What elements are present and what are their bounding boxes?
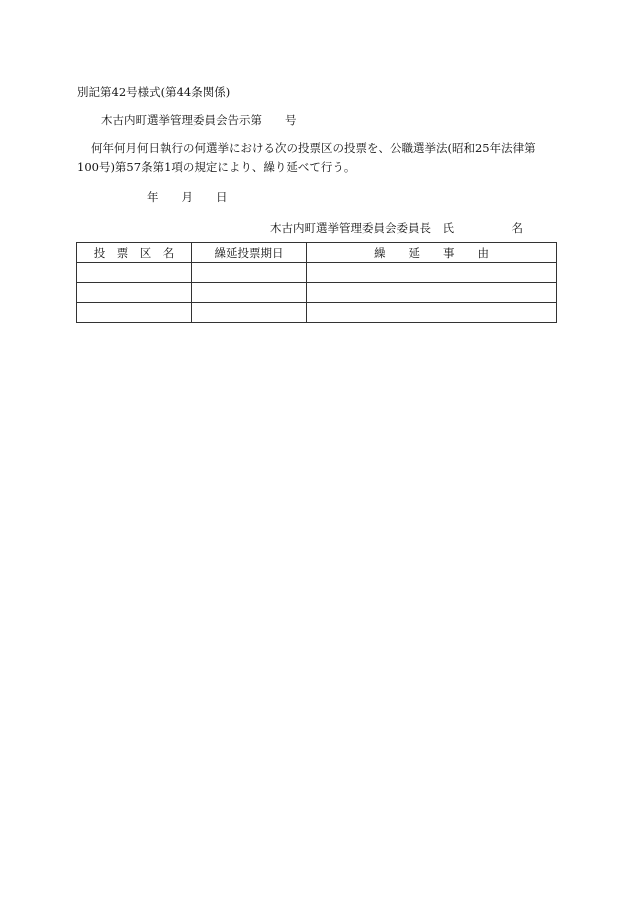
signature-line: 木古内町選挙管理委員会委員長 氏 名 [270, 221, 523, 235]
table-cell [77, 283, 192, 303]
table-cell [307, 303, 557, 323]
table-cell [192, 303, 307, 323]
deferral-table [76, 242, 557, 323]
table-header-row [77, 243, 557, 263]
table-cell [307, 283, 557, 303]
table-row [77, 303, 557, 323]
table-cell [77, 263, 192, 283]
header-deferral-reason: 繰 延 事 由 [307, 243, 557, 263]
table-cell [192, 263, 307, 283]
notice-title: 木古内町選挙管理委員会告示第 号 [101, 113, 297, 127]
table-cell [307, 263, 557, 283]
notice-body-line-1: 何年何月何日執行の何選挙における次の投票区の投票を、公職選挙法(昭和25年法律第 [91, 141, 536, 155]
table-row [77, 283, 557, 303]
notice-body-line-2: 100号)第57条第1項の規定により、繰り延べて行う。 [77, 160, 356, 174]
date-line: 年 月 日 [147, 190, 228, 204]
table-row [77, 263, 557, 283]
table-cell [77, 303, 192, 323]
header-polling-district: 投 票 区 名 [77, 243, 192, 263]
header-deferred-date: 繰延投票期日 [192, 243, 307, 263]
table-cell [192, 283, 307, 303]
form-number-label: 別記第42号様式(第44条関係) [77, 85, 231, 99]
